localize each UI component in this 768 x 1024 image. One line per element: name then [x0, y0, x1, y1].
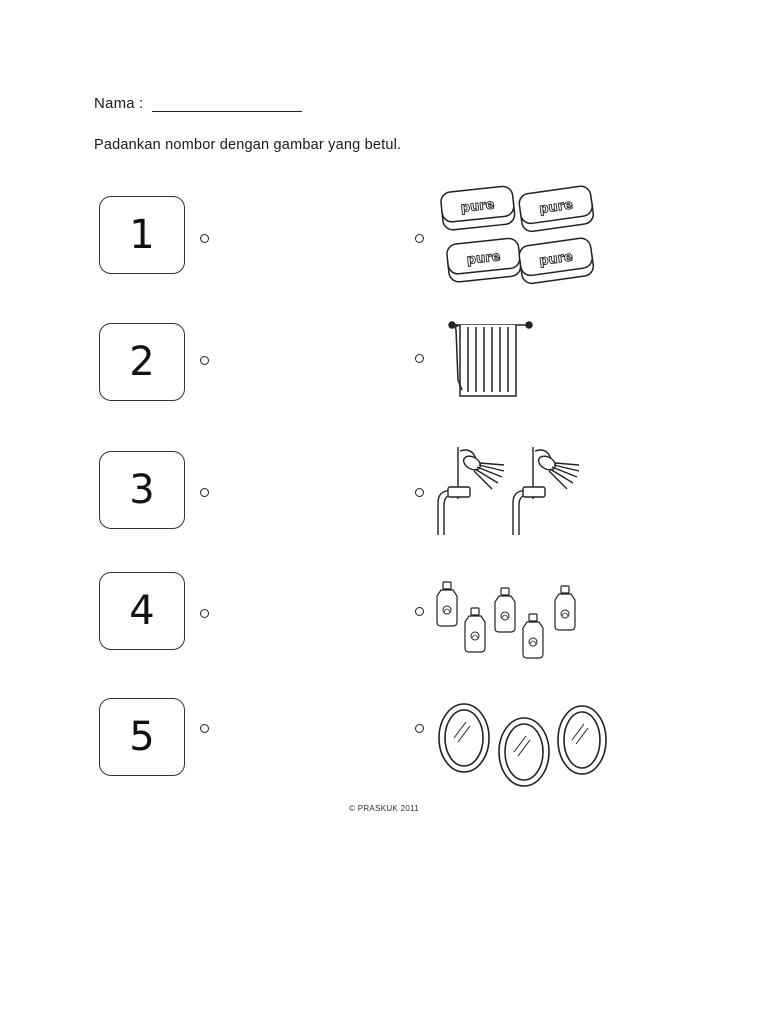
copyright-footer: © PRASKUK 2011	[349, 804, 419, 813]
picture-dot-2[interactable]	[415, 354, 424, 363]
picture-dot-3[interactable]	[415, 488, 424, 497]
soap-bar	[446, 237, 522, 282]
instruction-text: Padankan nombor dengan gambar yang betul.	[94, 137, 402, 153]
shampoo-bottle	[555, 586, 575, 630]
round-mirror	[558, 706, 606, 774]
shampoo-bottle	[437, 582, 457, 626]
number-box-2: 2	[99, 323, 185, 401]
name-field	[94, 95, 302, 112]
number-box-3: 3	[99, 451, 185, 529]
number-dot-3[interactable]	[200, 488, 209, 497]
towel-on-rail-icon	[448, 318, 533, 403]
number-box-5: 5	[99, 698, 185, 776]
shampoo-bottle	[495, 588, 515, 632]
shower-head	[438, 447, 504, 535]
number-dot-1[interactable]	[200, 234, 209, 243]
soap-bar	[518, 237, 595, 285]
number-box-4: 4	[99, 572, 185, 650]
round-mirror	[439, 704, 489, 772]
shower-heads-icon	[430, 443, 580, 538]
number-dot-5[interactable]	[200, 724, 209, 733]
round-mirror	[499, 718, 549, 786]
picture-dot-4[interactable]	[415, 607, 424, 616]
picture-dot-5[interactable]	[415, 724, 424, 733]
soap-bars-icon	[438, 185, 598, 295]
name-write-line[interactable]	[152, 97, 302, 112]
number-dot-2[interactable]	[200, 356, 209, 365]
name-label: Nama :	[94, 95, 144, 112]
svg-text:pure: pure	[538, 249, 574, 270]
svg-text:pure: pure	[466, 249, 502, 268]
svg-text:pure: pure	[460, 197, 496, 216]
shampoo-bottle	[523, 614, 543, 658]
shampoo-bottles-icon	[433, 580, 583, 670]
soap-bar	[518, 185, 595, 233]
shower-head	[513, 447, 579, 535]
soap-bar	[440, 185, 516, 230]
shampoo-bottle	[465, 608, 485, 652]
number-dot-4[interactable]	[200, 609, 209, 618]
round-mirrors-icon	[436, 700, 611, 792]
number-box-1: 1	[99, 196, 185, 274]
picture-dot-1[interactable]	[415, 234, 424, 243]
svg-text:pure: pure	[538, 197, 574, 218]
